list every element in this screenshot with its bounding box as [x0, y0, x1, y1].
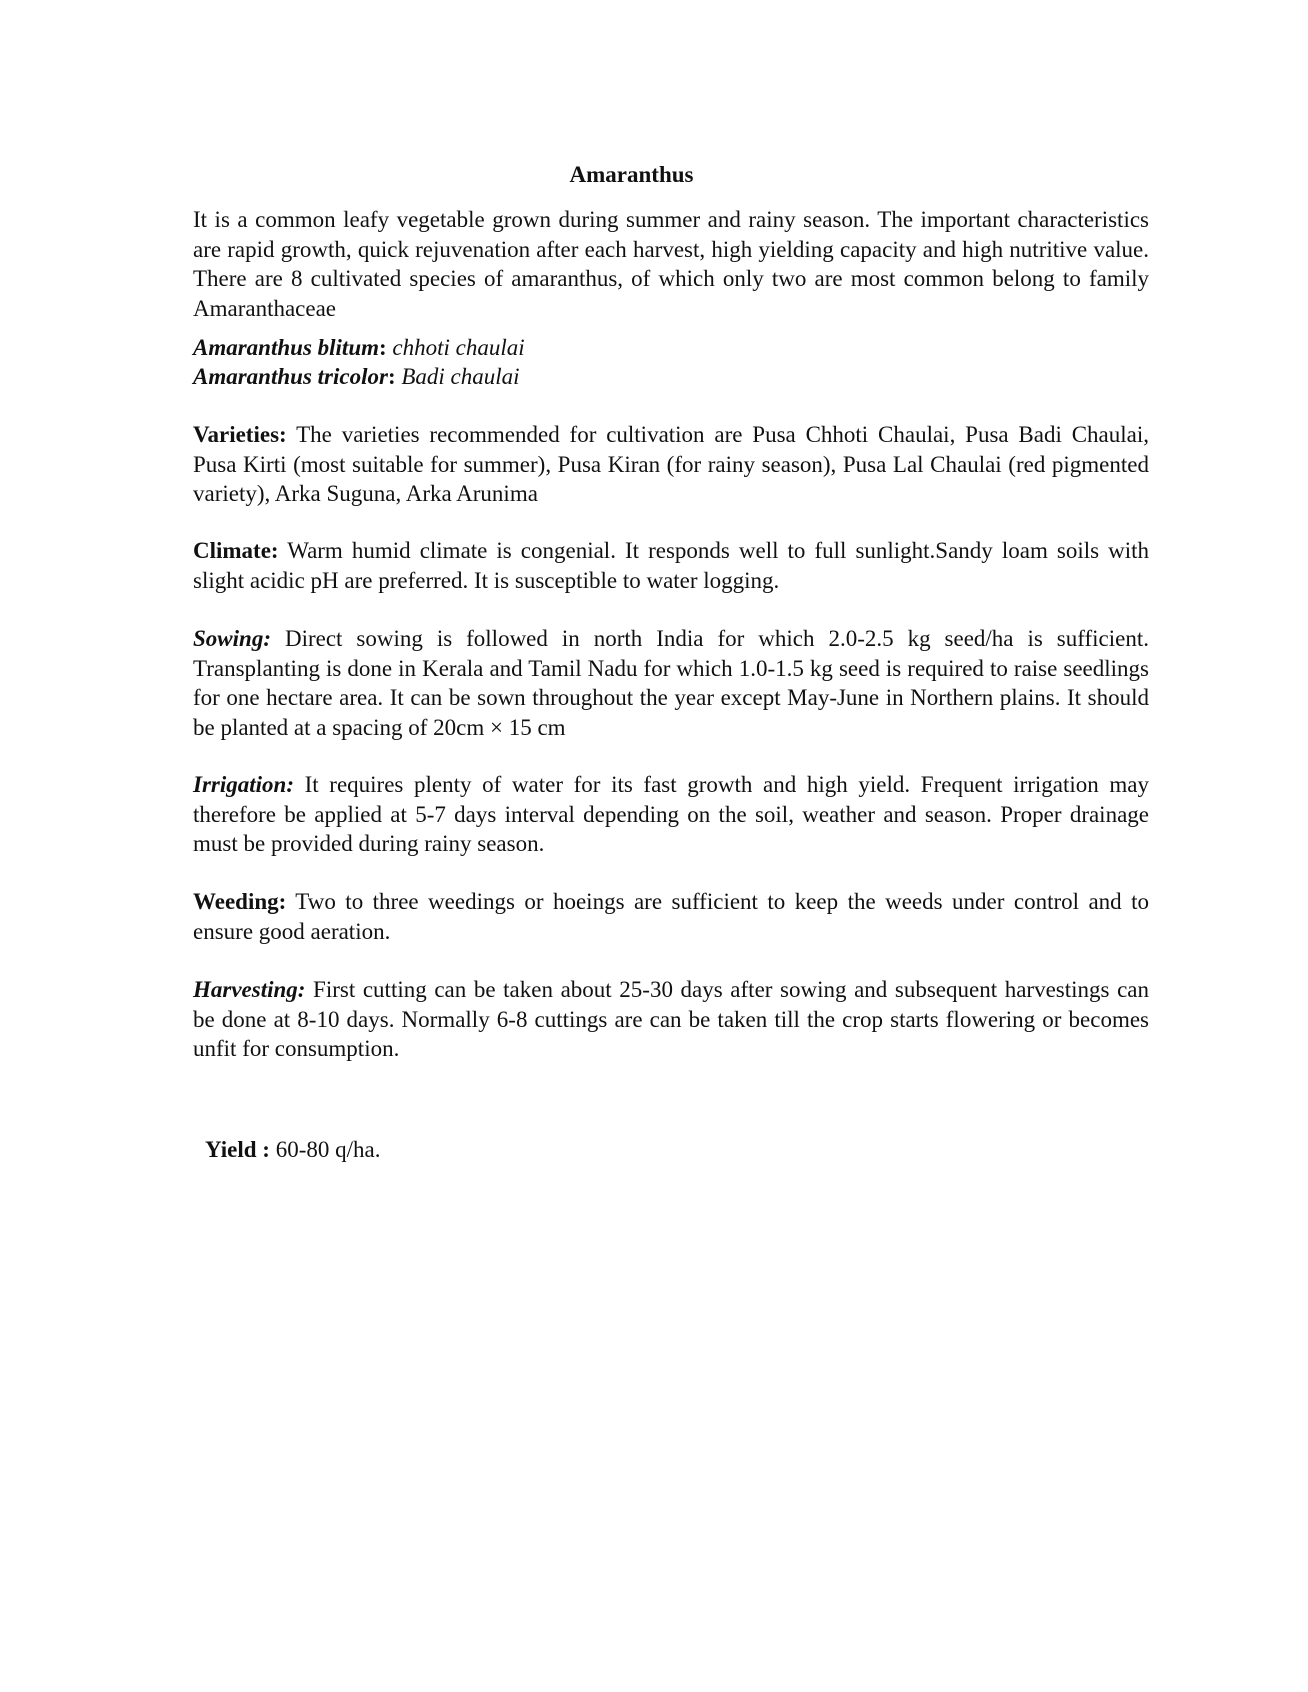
weeding-text: Two to three weedings or hoeings are sufficient to keep the weeds under control and to ensure good aeration. — [193, 889, 1149, 944]
intro-paragraph: It is a common leafy vegetable grown during summer and rainy season. The important characteristics are rapid growth, quick rejuvenation after each harvest, high yielding capacity and high nutritive value. There are 8 cultivated species of amaranthus, of which only two are most common belong to family Amaranthaceae — [193, 207, 1149, 321]
page-title: Amaranthus — [569, 162, 694, 187]
species-name: Amaranthus blitum — [193, 335, 379, 360]
climate-label: Climate: — [193, 538, 279, 563]
species-common-name: Badi chaulai — [395, 364, 520, 389]
varieties-text: The varieties recommended for cultivation are Pusa Chhoti Chaulai, Pusa Badi Chaulai, Pusa Kirti (most suitable for summer), Pusa Kiran (for rainy season), Pusa Lal Chaulai (red pigmented variety), Arka Suguna, Arka Arunima — [193, 422, 1149, 506]
harvesting-paragraph — [193, 975, 1149, 1064]
climate-paragraph — [193, 536, 1149, 595]
varieties-paragraph — [193, 420, 1149, 509]
species-name: Amaranthus tricolor — [193, 364, 388, 389]
sowing-text: Direct sowing is followed in north India for which 2.0-2.5 kg seed/ha is sufficient. Transplanting is done in Kerala and Tamil Nadu for which 1.0-1.5 kg seed is required to raise seedlings for one hectare area. It can be sown throughout the year except May-June in Northern plains. It should be planted at a spacing of 20cm × 15 cm — [193, 626, 1149, 740]
species-line-1 — [193, 333, 1149, 363]
harvesting-label: Harvesting: — [193, 977, 306, 1002]
yield-line — [205, 1135, 380, 1165]
climate-text: Warm humid climate is congenial. It responds well to full sunlight.Sandy loam soils with slight acidic pH are preferred. It is susceptible to water logging. — [193, 538, 1149, 593]
irrigation-text: It requires plenty of water for its fast growth and high yield. Frequent irrigation may therefore be applied at 5-7 days interval depending on the soil, weather and season. Proper drainage must be provided during rainy season. — [193, 772, 1149, 856]
sowing-label: Sowing: — [193, 626, 271, 651]
irrigation-label: Irrigation: — [193, 772, 294, 797]
species-line-2 — [193, 362, 1149, 392]
sowing-paragraph — [193, 624, 1149, 742]
varieties-label: Varieties: — [193, 422, 287, 447]
species-separator: : — [387, 364, 396, 389]
yield-label: Yield : — [205, 1137, 270, 1162]
irrigation-paragraph — [193, 770, 1149, 859]
species-separator: : — [379, 335, 387, 360]
yield-text: 60-80 q/ha. — [269, 1137, 381, 1162]
weeding-paragraph — [193, 887, 1149, 946]
weeding-label: Weeding: — [193, 889, 287, 914]
species-common-name: chhoti chaulai — [386, 335, 525, 360]
harvesting-text: First cutting can be taken about 25-30 days after sowing and subsequent harvestings can be done at 8-10 days. Normally 6-8 cuttings are can be taken till the crop starts flowering or becomes unfit for consumption. — [193, 977, 1149, 1061]
